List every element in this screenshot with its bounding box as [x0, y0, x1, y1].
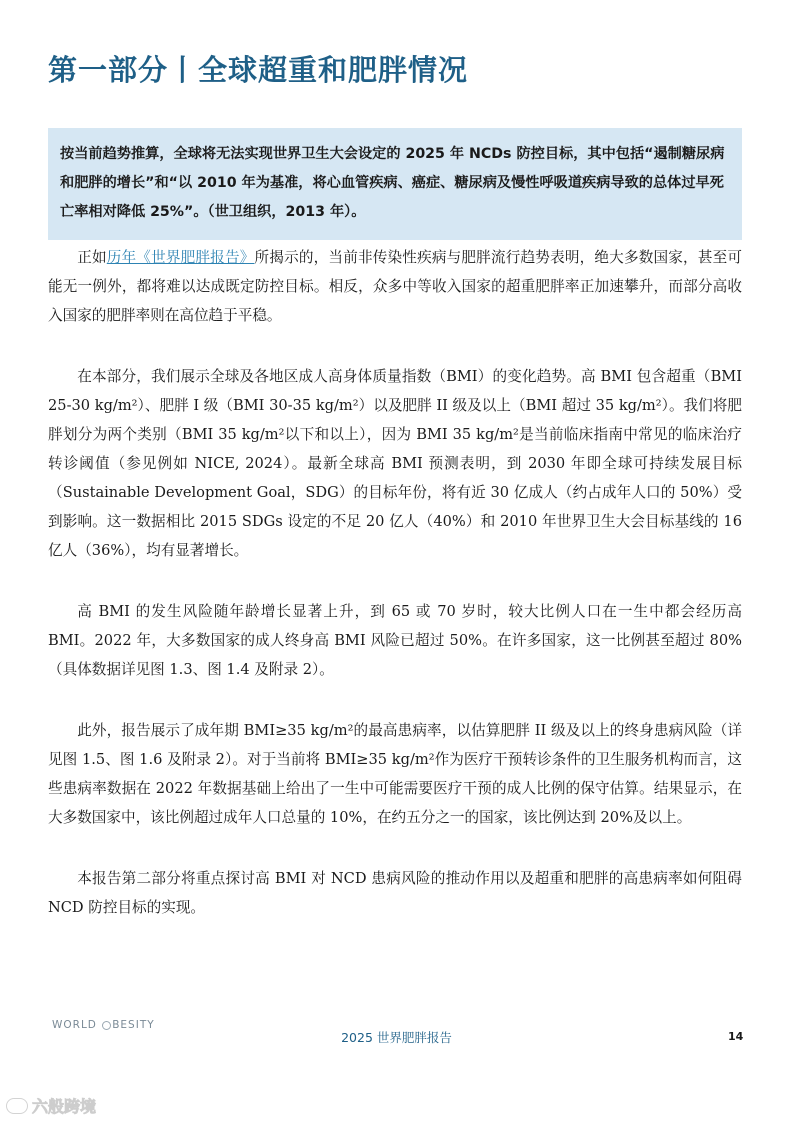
page-title: 第一部分丨全球超重和肥胖情况 — [48, 53, 469, 87]
paragraph-3: 高 BMI 的发生风险随年龄增长显著上升，到 65 或 70 岁时，较大比例人口在一生中都会经历高 BMI。2022 年，大多数国家的成人终身高 BMI 风险已超过 50%。在许多国家，这一比例甚至超过 80%（具体数据详见图 1.3、图 1.4 及附录 2）。 — [48, 603, 742, 678]
logo-text-right: BESITY — [112, 1019, 155, 1031]
paragraph-4: 此外，报告展示了成年期 BMI≥35 kg/m²的最高患病率，以估算肥胖 II 级及以上的终身患病风险（详见图 1.5、图 1.6 及附录 2）。对于当前将 BMI≥35 kg/m²作为医疗干预转诊条件的卫生服务机构而言，这些患病率数据在 2022 年数据基础上给出了一生中可能需要医疗干预的成人比例的保守估算。结果显示，在大多数国家中，该比例超过成年人口总量的 10%，在约五分之一的国家，该比例达到 20%及以上。 — [48, 722, 742, 826]
paragraph-1-prefix: 正如 — [77, 249, 107, 266]
callout-box — [48, 128, 742, 240]
body-text — [48, 243, 742, 954]
watermark-text: 六般跨境 — [32, 1097, 97, 1116]
paragraph-1-suffix: 所揭示的，当前非传染性疾病与肥胖流行趋势表明，绝大多数国家，甚至可能无一例外，都将难以达成既定防控目标。相反，众多中等收入国家的超重肥胖率正加速攀升，而部分高收入国家的肥胖率则在高位趋于平稳。 — [48, 249, 742, 324]
page-number: 14 — [728, 1030, 744, 1043]
watermark — [6, 1094, 96, 1117]
paragraph-1 — [48, 243, 742, 330]
logo-text-left: WORLD — [52, 1019, 102, 1031]
callout-text: 按当前趋势推算，全球将无法实现世界卫生大会设定的 2025 年 NCDs 防控目标，其中包括“遏制糖尿病和肥胖的增长”和“以 2010 年为基准，将心血管疾病、癌症、糖尿病及慢性呼吸道疾病导致的总体过早死亡率相对降低 25%”。（世卫组织，2013 年）。 — [60, 146, 725, 220]
report-link[interactable]: 历年《世界肥胖报告》 — [106, 249, 255, 266]
paragraph-2: 在本部分，我们展示全球及各地区成人高身体质量指数（BMI）的变化趋势。高 BMI 包含超重（BMI 25-30 kg/m²）、肥胖 I 级（BMI 30-35 kg/m²）以及肥胖 II 级及以上（BMI 超过 35 kg/m²）。我们将肥胖划分为两个类别（BMI 35 kg/m²以下和以上），因为 BMI 35 kg/m²是当前临床指南中常见的临床治疗转诊阈值（参见例如 NICE, 2024）。最新全球高 BMI 预测表明，到 2030 年即全球可持续发展目标（Sustainable Development Goal，SDG）的目标年份，将有近 30 亿成人（约占成年人口的 50%）受到影响。这一数据相比 2015 SDGs 设定的不足 20 亿人（40%）和 2010 年世界卫生大会目标基线的 16 亿人（36%），均有显著增长。 — [48, 368, 742, 559]
watermark-logo-icon — [6, 1098, 28, 1114]
paragraph-5: 本报告第二部分将重点探讨高 BMI 对 NCD 患病风险的推动作用以及超重和肥胖的高患病率如何阻碍 NCD 防控目标的实现。 — [48, 870, 742, 916]
footer-report-title: 2025 世界肥胖报告 — [341, 1030, 452, 1045]
